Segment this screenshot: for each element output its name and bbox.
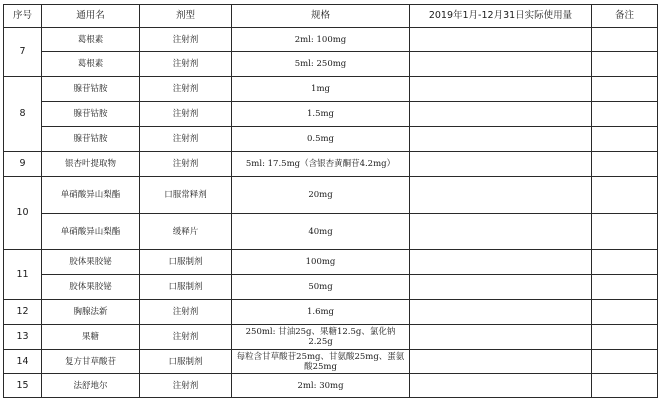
cell-form: 口服制剂 [140,250,232,275]
cell-spec: 40mg [232,214,410,250]
cell-usage [410,102,592,127]
cell-usage [410,275,592,300]
cell-note [592,28,658,52]
cell-seq: 8 [4,77,42,152]
cell-note [592,77,658,102]
cell-spec: 100mg [232,250,410,275]
cell-form: 注射剂 [140,77,232,102]
table-row [4,325,658,350]
cell-usage [410,350,592,374]
table-row [4,250,658,275]
cell-spec: 1.5mg [232,102,410,127]
cell-seq: 14 [4,350,42,374]
cell-usage [410,325,592,350]
cell-form: 注射剂 [140,52,232,77]
cell-note [592,250,658,275]
header-spec: 规格 [232,5,410,28]
cell-name: 胸腺法新 [42,300,140,325]
cell-spec: 2ml: 100mg [232,28,410,52]
cell-usage [410,77,592,102]
cell-seq: 10 [4,177,42,250]
cell-name: 复方甘草酸苷 [42,350,140,374]
header-name: 通用名 [42,5,140,28]
cell-note [592,127,658,152]
cell-name: 葛根素 [42,28,140,52]
header-row [4,5,658,28]
cell-spec: 50mg [232,275,410,300]
cell-spec: 0.5mg [232,127,410,152]
table-row [4,127,658,152]
cell-name: 腺苷钴胺 [42,127,140,152]
header-usage: 2019年1月-12月31日实际使用量 [410,5,592,28]
cell-form: 口服常释剂 [140,177,232,214]
cell-spec: 1.6mg [232,300,410,325]
cell-usage [410,300,592,325]
cell-note [592,374,658,398]
table-row [4,177,658,214]
cell-spec: 250ml: 甘油25g、果糖12.5g、氯化钠2.25g [232,325,410,350]
cell-form: 注射剂 [140,152,232,177]
cell-form: 注射剂 [140,127,232,152]
table-row [4,374,658,398]
header-form: 剂型 [140,5,232,28]
cell-note [592,275,658,300]
cell-name: 果糖 [42,325,140,350]
table-row [4,214,658,250]
cell-name: 法舒地尔 [42,374,140,398]
cell-spec: 20mg [232,177,410,214]
table-row [4,77,658,102]
table-body [4,28,658,398]
cell-note [592,177,658,214]
cell-usage [410,177,592,214]
cell-seq: 11 [4,250,42,300]
cell-spec: 2ml: 30mg [232,374,410,398]
cell-form: 注射剂 [140,300,232,325]
cell-name: 单硝酸异山梨酯 [42,177,140,214]
header-note: 备注 [592,5,658,28]
table-row [4,152,658,177]
cell-name: 腺苷钴胺 [42,102,140,127]
cell-usage [410,28,592,52]
cell-note [592,300,658,325]
header-seq: 序号 [4,5,42,28]
cell-seq: 7 [4,28,42,77]
cell-form: 注射剂 [140,374,232,398]
cell-note [592,102,658,127]
table-row [4,275,658,300]
drug-usage-table [3,4,658,398]
cell-name: 腺苷钴胺 [42,77,140,102]
cell-usage [410,374,592,398]
cell-form: 注射剂 [140,28,232,52]
cell-note [592,214,658,250]
cell-note [592,350,658,374]
cell-note [592,52,658,77]
table-row [4,102,658,127]
cell-note [592,325,658,350]
cell-form: 缓释片 [140,214,232,250]
cell-spec: 5ml: 17.5mg（含银杏黄酮苷4.2mg） [232,152,410,177]
table-row [4,300,658,325]
cell-usage [410,214,592,250]
table-row [4,28,658,52]
cell-spec: 5ml: 250mg [232,52,410,77]
cell-form: 口服制剂 [140,275,232,300]
cell-seq: 12 [4,300,42,325]
table-row [4,52,658,77]
cell-seq: 13 [4,325,42,350]
cell-seq: 9 [4,152,42,177]
cell-name: 葛根素 [42,52,140,77]
cell-usage [410,250,592,275]
cell-name: 胶体果胶铋 [42,250,140,275]
cell-name: 胶体果胶铋 [42,275,140,300]
cell-spec: 每粒含甘草酸苷25mg、甘氨酸25mg、蛋氨酸25mg [232,350,410,374]
cell-name: 单硝酸异山梨酯 [42,214,140,250]
cell-form: 注射剂 [140,102,232,127]
cell-usage [410,152,592,177]
cell-usage [410,127,592,152]
cell-spec: 1mg [232,77,410,102]
cell-usage [410,52,592,77]
cell-form: 注射剂 [140,325,232,350]
cell-note [592,152,658,177]
cell-seq: 15 [4,374,42,398]
cell-name: 银杏叶提取物 [42,152,140,177]
table-row [4,350,658,374]
cell-form: 口服制剂 [140,350,232,374]
